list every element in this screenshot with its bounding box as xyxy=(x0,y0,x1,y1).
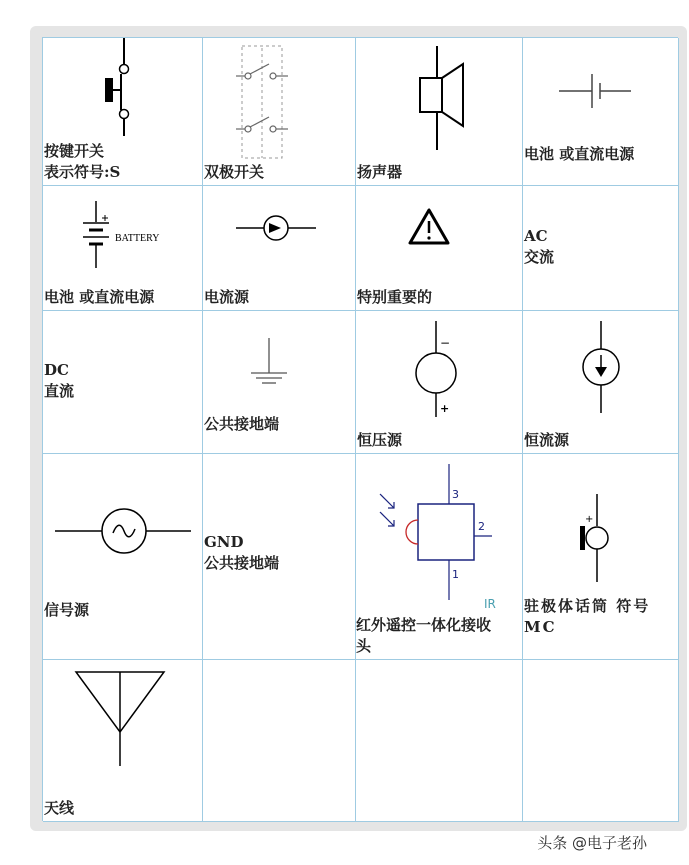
cell-label: 天线 xyxy=(44,799,75,817)
cell-label: 扬声器 xyxy=(357,163,403,181)
cell-ground xyxy=(203,311,356,454)
cell-speaker xyxy=(356,38,523,186)
cell-signal-source xyxy=(43,454,203,660)
cell-label: AC 交流 xyxy=(524,227,555,266)
cell-label: 红外遥控一体化接收 头 xyxy=(356,616,492,655)
cell-gnd xyxy=(203,454,356,660)
cell-battery-labeled xyxy=(43,186,203,311)
cell-antenna xyxy=(43,660,203,822)
pin-1: 1 xyxy=(452,568,459,581)
plus-sign: + xyxy=(440,402,450,415)
cell-push-button-switch xyxy=(43,38,203,186)
cell-warning xyxy=(356,186,523,311)
cell-label: 特别重要的 xyxy=(357,288,433,306)
cell-double-pole-switch xyxy=(203,38,356,186)
cell-label: 双极开关 xyxy=(204,163,265,181)
cell-empty xyxy=(523,660,679,822)
cell-ir-receiver xyxy=(356,454,523,660)
cell-label: 驻极体话筒 符号 MC xyxy=(524,597,651,636)
cell-electret-mic xyxy=(523,454,679,660)
cell-label: 电池 或直流电源 xyxy=(524,145,635,163)
cell-label: 信号源 xyxy=(44,601,90,619)
minus-sign: − xyxy=(440,336,451,350)
cell-label: GND 公共接地端 xyxy=(204,533,280,572)
plus-sign: + xyxy=(585,514,594,525)
cell-label: 恒压源 xyxy=(357,431,403,449)
watermark: 头条 @电子老孙 xyxy=(537,834,647,852)
cell-current-source xyxy=(203,186,356,311)
battery-text: BATTERY xyxy=(115,233,160,244)
ir-text: IR xyxy=(484,597,496,611)
cell-label: DC 直流 xyxy=(44,361,75,400)
cell-label: 公共接地端 xyxy=(204,415,280,433)
cell-label: 按键开关 表示符号:S xyxy=(44,142,121,181)
cell-voltage-source xyxy=(356,311,523,454)
symbol-table xyxy=(42,37,678,821)
cell-label: 恒流源 xyxy=(524,431,570,449)
cell-label: 电流源 xyxy=(204,288,250,306)
pin-2: 2 xyxy=(478,520,485,533)
pin-3: 3 xyxy=(452,488,459,501)
cell-empty xyxy=(203,660,356,822)
cell-battery xyxy=(523,38,679,186)
cell-label: 电池 或直流电源 xyxy=(44,288,155,306)
cell-ac xyxy=(523,186,679,311)
cell-constant-current-source xyxy=(523,311,679,454)
cell-empty xyxy=(356,660,523,822)
signal-source-icon xyxy=(43,454,203,660)
cell-dc xyxy=(43,311,203,454)
